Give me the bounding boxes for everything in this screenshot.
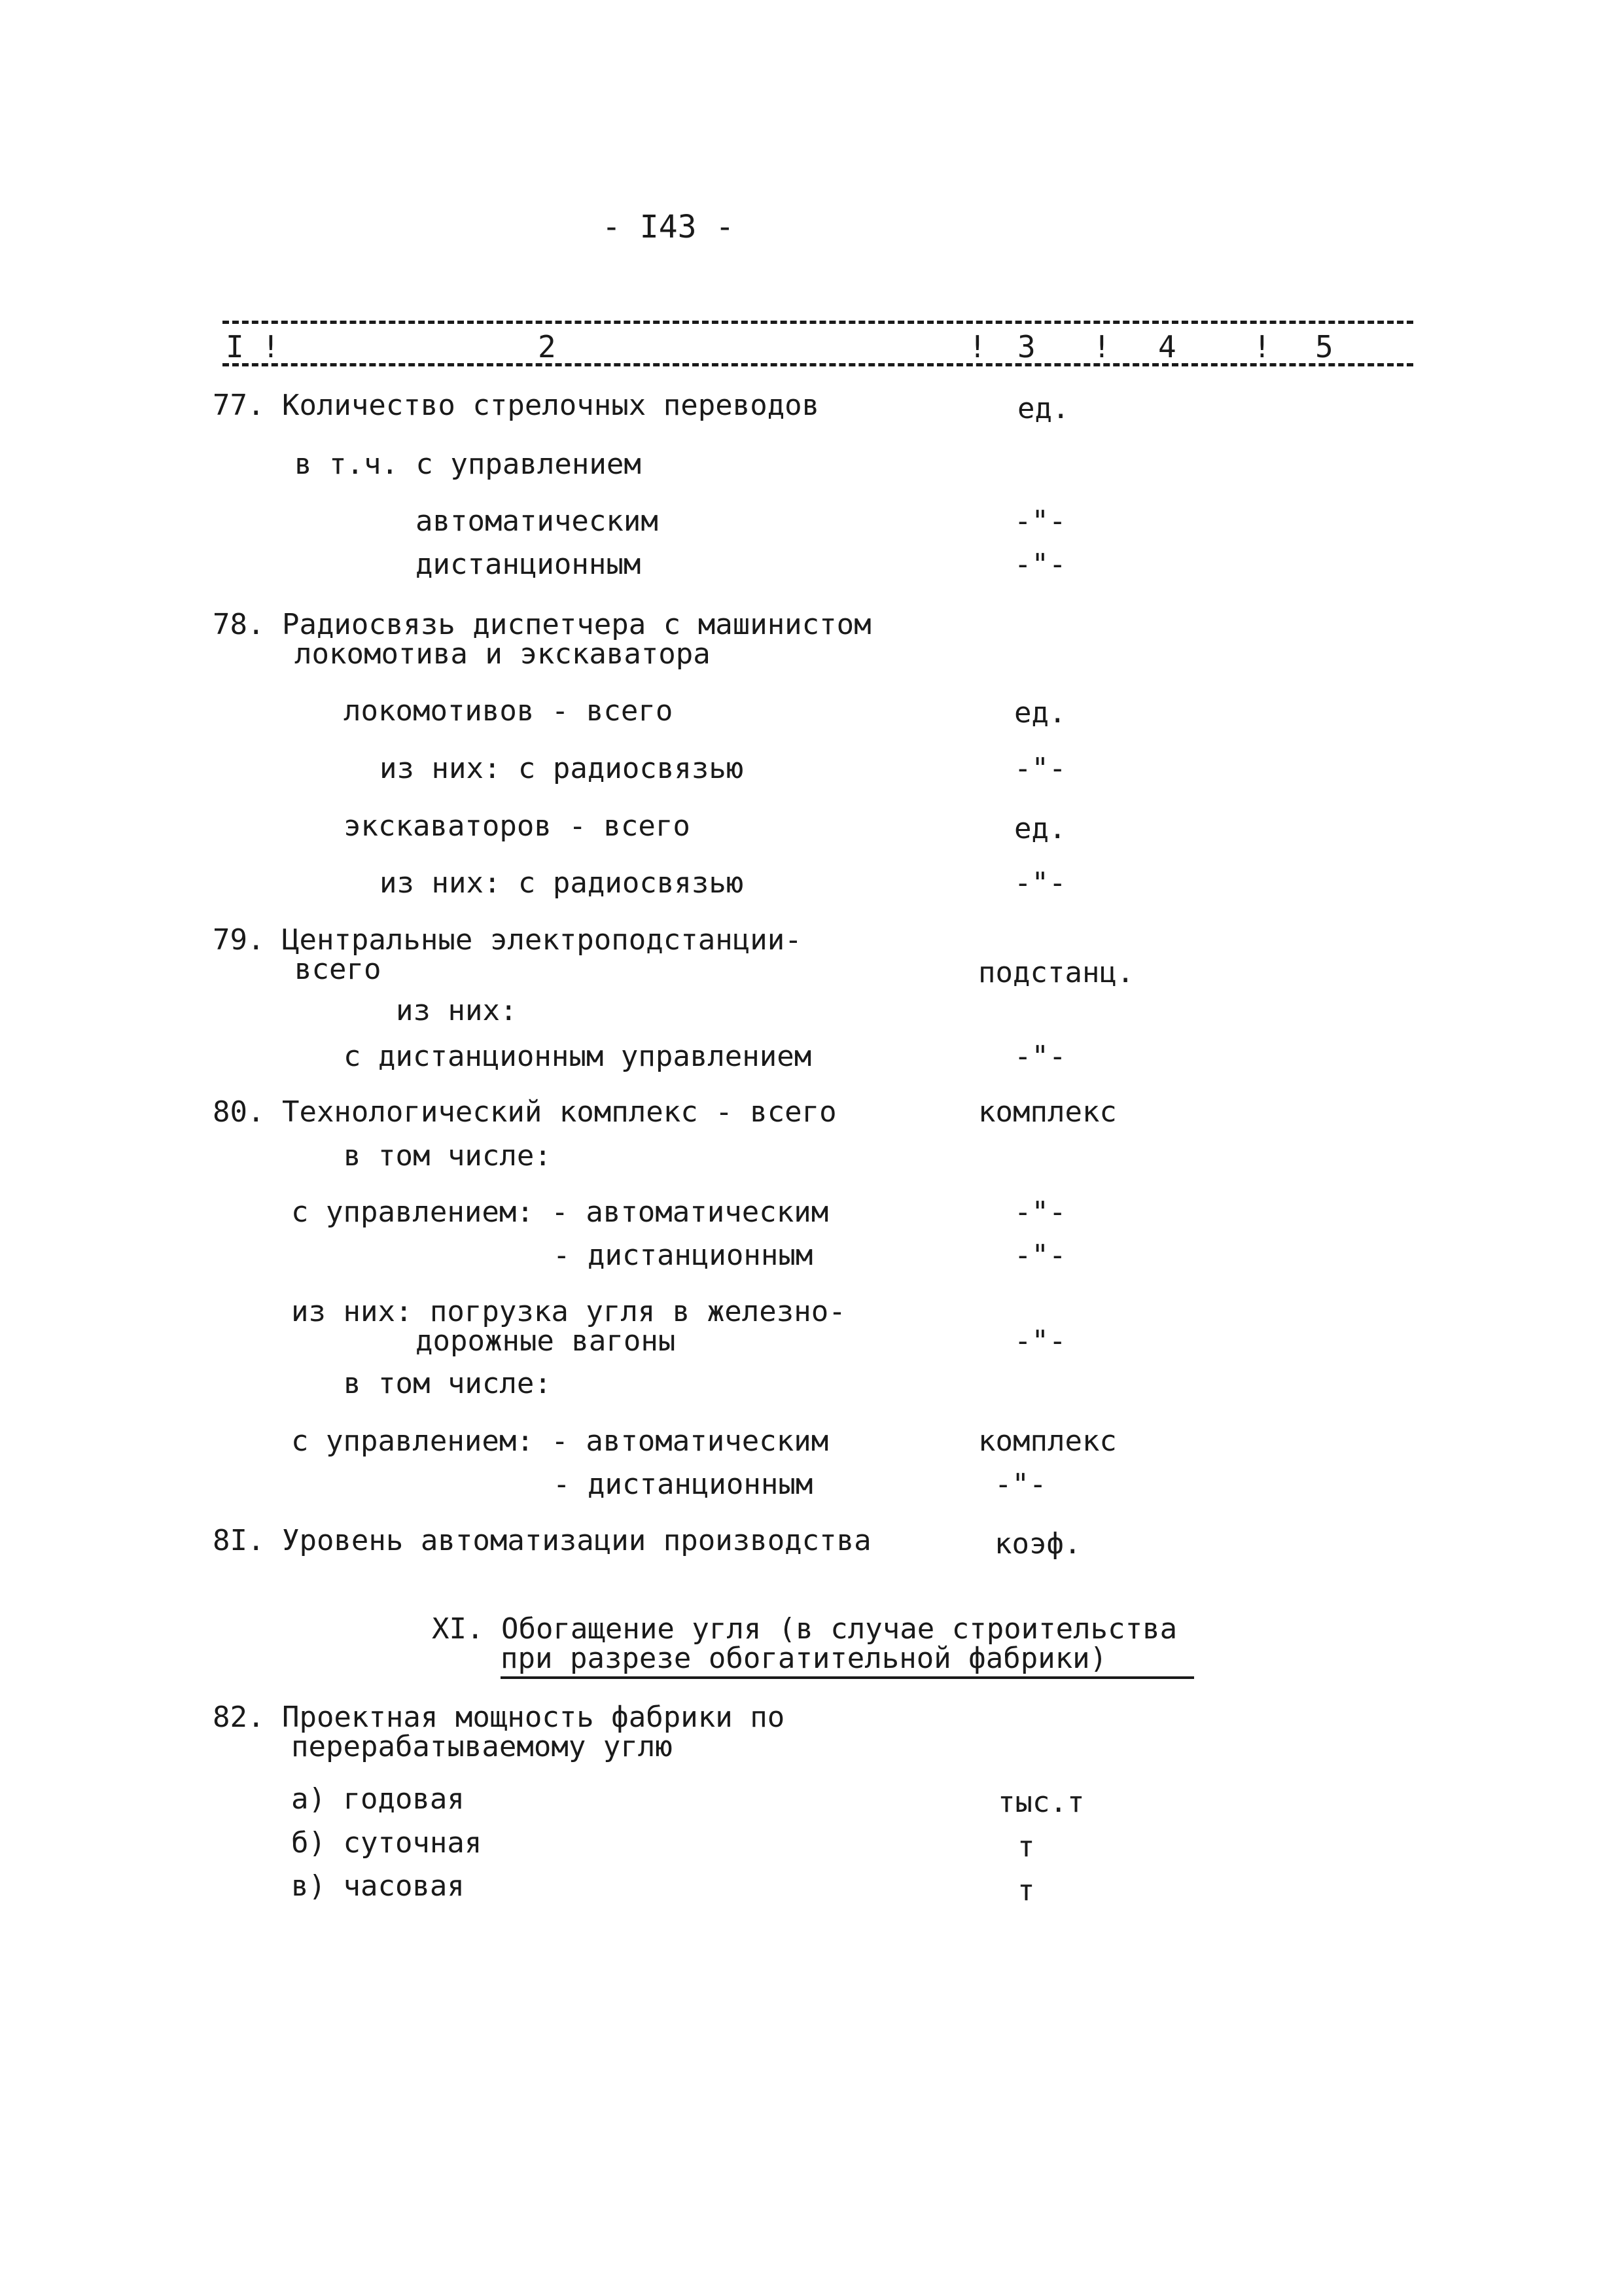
header-col-1: I	[226, 329, 244, 364]
item-80-ctrl2-remote: - дистанционным	[553, 1468, 813, 1501]
item-77-sub: в т.ч. с управлением	[294, 448, 641, 481]
item-82-hourly-unit: т	[1017, 1874, 1035, 1907]
item-82-title-line1: 82. Проектная мощность фабрики по	[213, 1701, 785, 1734]
item-78-excavators: экскаваторов - всего	[344, 809, 690, 843]
item-80-loading-unit: -"-	[1014, 1324, 1067, 1358]
item-78-loco-radio: из них: с радиосвязью	[379, 752, 744, 785]
header-sep-1: !	[262, 329, 280, 364]
item-78-title-line1: 78. Радиосвязь диспетчера с машинистом	[213, 608, 872, 641]
item-82-title-line2: перерабатываемому углю	[291, 1730, 673, 1763]
item-80-ctrl2-auto-unit: комплекс	[978, 1424, 1117, 1458]
header-top-rule	[222, 321, 1413, 324]
item-80-loading-line1: из них: погрузка угля в железно-	[291, 1295, 846, 1328]
item-80-ctrl-remote-unit: -"-	[1014, 1239, 1067, 1272]
item-78-locomotives-unit: ед.	[1014, 696, 1067, 730]
item-82-hourly: в) часовая	[291, 1869, 465, 1903]
item-80-ctrl-auto-unit: -"-	[1014, 1195, 1067, 1229]
header-col-4: 4	[1158, 329, 1176, 364]
item-82-daily-unit: т	[1017, 1830, 1035, 1863]
header-sep-3: !	[1093, 329, 1111, 364]
item-80-ctrl-remote: - дистанционным	[553, 1239, 813, 1272]
item-77-auto: автоматическим	[415, 504, 658, 538]
header-sep-4: !	[1253, 329, 1271, 364]
item-79-title-line1: 79. Центральные электроподстанции-	[213, 923, 802, 957]
header-col-2: 2	[538, 329, 556, 364]
item-79-sub: из них:	[396, 994, 518, 1027]
item-80-including: в том числе:	[344, 1139, 552, 1173]
item-82-annual-unit: тыс.т	[998, 1786, 1085, 1819]
item-82-daily: б) суточная	[291, 1826, 482, 1860]
item-79-remote: с дистанционным управлением	[344, 1040, 812, 1073]
item-80-unit: комплекс	[978, 1095, 1117, 1129]
item-78-locomotives: локомотивов - всего	[344, 694, 673, 728]
item-77-title: 77. Количество стрелочных переводов	[213, 389, 820, 422]
header-col-3: 3	[1017, 329, 1036, 364]
item-78-exc-radio-unit: -"-	[1014, 866, 1067, 900]
item-77-auto-unit: -"-	[1014, 504, 1067, 538]
item-80-ctrl2-remote-unit: -"-	[995, 1468, 1047, 1501]
item-80-including-2: в том числе:	[344, 1367, 552, 1400]
item-77-remote: дистанционным	[415, 548, 641, 581]
item-77-remote-unit: -"-	[1014, 548, 1067, 581]
header-bottom-rule	[222, 363, 1413, 366]
item-80-title: 80. Технологический комплекс - всего	[213, 1095, 837, 1129]
item-80-loading-line2: дорожные вагоны	[415, 1324, 676, 1358]
item-82-annual: а) годовая	[291, 1782, 465, 1816]
item-79-unit: подстанц.	[978, 956, 1135, 989]
item-78-excavators-unit: ед.	[1014, 812, 1067, 845]
item-78-title-line2: локомотива и экскаватора	[294, 637, 711, 671]
page-number: - I43 -	[602, 209, 735, 245]
item-78-exc-radio: из них: с радиосвязью	[379, 866, 744, 900]
item-78-loco-radio-unit: -"-	[1014, 752, 1067, 785]
item-80-ctrl-auto: с управлением: - автоматическим	[291, 1195, 829, 1229]
item-79-remote-unit: -"-	[1014, 1040, 1067, 1073]
section-xi-underline	[501, 1676, 1194, 1679]
header-sep-2: !	[968, 329, 987, 364]
item-80-ctrl2-auto: с управлением: - автоматическим	[291, 1424, 829, 1458]
header-col-5: 5	[1315, 329, 1333, 364]
item-79-title-line2: всего	[294, 953, 381, 986]
item-81-title: 8I. Уровень автоматизации производства	[213, 1524, 872, 1557]
item-77-unit: ед.	[1017, 392, 1070, 425]
section-xi-title-line1: XI. Обогащение угля (в случае строительства	[432, 1612, 1178, 1646]
section-xi-title-line2: при разрезе обогатительной фабрики)	[501, 1642, 1108, 1675]
item-81-unit: коэф.	[995, 1527, 1082, 1561]
